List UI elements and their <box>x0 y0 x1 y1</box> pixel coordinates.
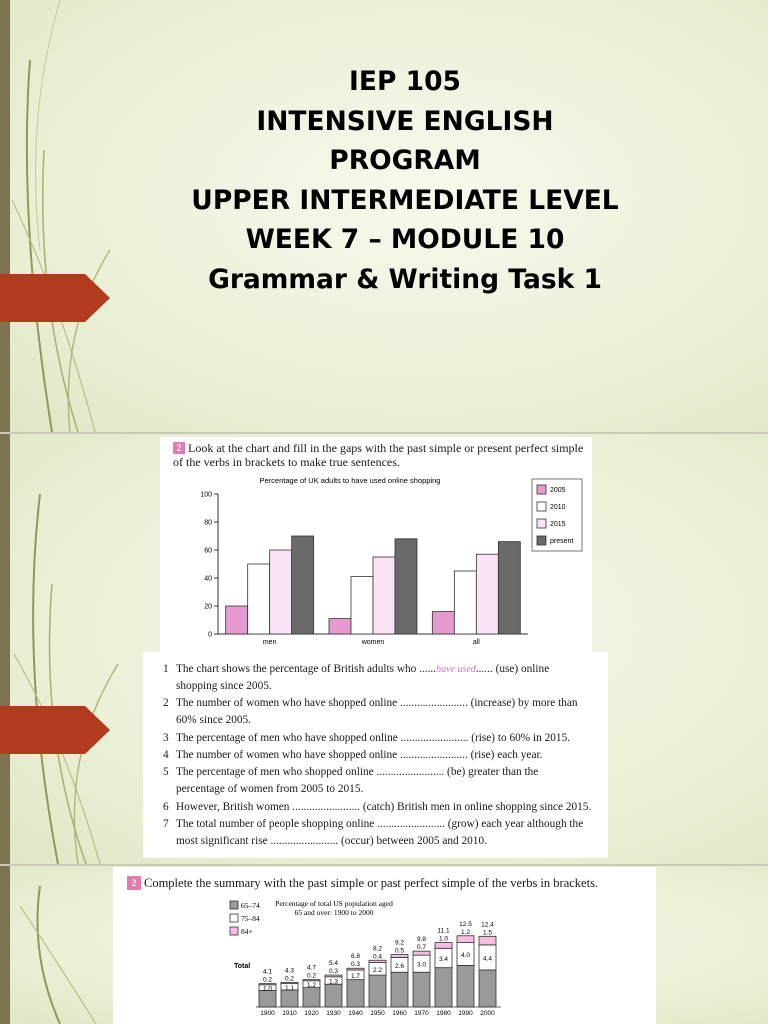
legend-label: 65–74 <box>241 901 260 910</box>
total-value-label: 12.4 <box>481 921 494 929</box>
bar-all-2015 <box>476 554 498 634</box>
x-tick-label: 1940 <box>348 1010 363 1017</box>
value-label-75-84: 1.2 <box>306 982 317 990</box>
item-number: 6 <box>163 801 169 813</box>
legend-swatch-present <box>537 536 546 545</box>
x-tick-label: 1930 <box>326 1010 341 1017</box>
value-label-84plus: 1.5 <box>482 929 493 937</box>
value-label-75-84: 1.3 <box>328 978 339 986</box>
slide-3 <box>0 866 768 1024</box>
slide-2 <box>0 434 768 864</box>
instruction-text: Look at the chart and fill in the gaps with the past simple or present perfect simple of the verbs in brackets to make true sentences. <box>173 441 584 469</box>
bar-1980-65–74 <box>435 968 452 1007</box>
x-tick-label: 1950 <box>370 1010 385 1017</box>
item-text <box>176 764 616 798</box>
slide-title <box>150 62 660 299</box>
y-tick-label: 80 <box>204 519 212 527</box>
y-tick-label: 20 <box>204 603 212 611</box>
y-tick-label: 100 <box>200 491 212 499</box>
value-label-75-84: 3.4 <box>438 955 449 963</box>
us-population-chart <box>113 867 656 1024</box>
red-arrow-marker <box>0 706 110 754</box>
item-number: 5 <box>163 766 169 778</box>
y-tick-label: 40 <box>204 575 212 583</box>
x-tick-label: 2000 <box>480 1010 495 1017</box>
value-label-75-84: 4.4 <box>482 955 493 963</box>
bar-1920-65–74 <box>303 988 320 1007</box>
item-text <box>176 730 616 747</box>
value-label-84plus: 1.2 <box>460 928 471 936</box>
slide-1 <box>0 0 768 432</box>
total-value-label: 9.2 <box>394 939 405 947</box>
bar-2000-84+ <box>479 936 496 945</box>
value-label-75-84: 1.0 <box>262 985 273 993</box>
title-line: PROGRAM <box>329 145 481 176</box>
item-text <box>176 799 616 816</box>
x-tick-label: 1990 <box>458 1010 473 1017</box>
exercise-chart-page <box>160 437 592 652</box>
value-label-75-84: 2.6 <box>394 962 405 970</box>
exercise-number: 2 <box>173 442 185 454</box>
value-label-84plus: 0.3 <box>328 968 339 976</box>
value-label-75-84: 3.0 <box>416 961 427 969</box>
exercise-item <box>163 816 623 850</box>
legend-swatch-65–74 <box>230 901 238 909</box>
bar-all-2010 <box>454 571 476 634</box>
bar-women-2015 <box>373 557 395 634</box>
bar-1940-65–74 <box>347 980 364 1007</box>
exercise-item <box>163 661 623 695</box>
value-label-84plus: 0.4 <box>372 953 383 961</box>
exercise-number: 2 <box>127 876 141 890</box>
item-line-1: The number of women who have shopped online ........................ (increase) by more than <box>176 697 578 709</box>
item-number: 2 <box>163 697 169 709</box>
legend-label: 84+ <box>241 927 253 936</box>
item-number: 7 <box>163 818 169 830</box>
bar-1970-84+ <box>413 951 430 955</box>
bar-1930-65–74 <box>325 984 342 1007</box>
exercise-item <box>163 747 623 764</box>
exercise-summary-page <box>113 867 656 1024</box>
chart-title: Percentage of UK adults to have used online shopping <box>259 476 441 485</box>
legend-swatch-75–84 <box>230 914 238 922</box>
item-text <box>176 695 616 729</box>
y-tick-label: 60 <box>204 547 212 555</box>
total-value-label: 4.3 <box>284 967 295 975</box>
item-line-2: shopping since 2005. <box>176 680 272 692</box>
chart-title-line: Percentage of total US population aged <box>275 899 393 908</box>
bar-women-present <box>395 539 417 634</box>
title-line: IEP 105 <box>349 66 461 97</box>
bar-1990-65–74 <box>457 965 474 1007</box>
legend-label: 75–84 <box>241 914 260 923</box>
title-line: Grammar & Writing Task 1 <box>208 263 602 295</box>
exercise-item <box>163 764 623 798</box>
bar-1900-65–74 <box>259 990 276 1007</box>
item-line-2: 60% since 2005. <box>176 714 251 726</box>
bar-1950-65–74 <box>369 975 386 1007</box>
item-line-1: The percentage of men who have shopped online ........................ (rise) to 60% in 2015. <box>176 732 571 744</box>
bar-1910-84+ <box>281 982 298 983</box>
bar-1960-84+ <box>391 955 408 958</box>
total-value-label: 4.1 <box>262 968 273 976</box>
total-label: Total <box>234 963 251 970</box>
value-label-84plus: 0.5 <box>394 947 405 955</box>
x-tick-label: women <box>361 639 385 646</box>
legend-swatch-2015 <box>537 519 546 528</box>
legend-label: present <box>550 538 574 545</box>
instruction-text: Complete the summary with the past simple or past perfect simple of the verbs in brackets. <box>144 876 599 890</box>
value-label-84plus: 0.2 <box>306 972 317 980</box>
x-tick-label: 1910 <box>282 1010 297 1017</box>
chart-title-line: 65 and over: 1900 to 2000 <box>294 908 374 917</box>
item-text <box>176 816 616 850</box>
bar-all-present <box>498 542 520 634</box>
legend-swatch-2010 <box>537 502 546 511</box>
item-number: 1 <box>163 663 169 675</box>
red-arrow-marker <box>0 274 110 322</box>
bar-1960-65–74 <box>391 972 408 1007</box>
value-label-84plus: 1.0 <box>438 935 449 943</box>
online-shopping-chart <box>160 437 592 652</box>
bar-1950-84+ <box>369 960 386 962</box>
bar-1980-84+ <box>435 943 452 949</box>
item-line-1-end: ...... (use) online <box>475 663 550 675</box>
item-number: 4 <box>163 749 169 761</box>
item-line-1: The percentage of men who shopped online ........................ (be) greater than the <box>176 766 539 778</box>
bar-1970-65–74 <box>413 972 430 1007</box>
x-tick-label: 1900 <box>260 1010 275 1017</box>
value-label-75-84: 4.0 <box>460 951 471 959</box>
bar-1920-84+ <box>303 980 320 981</box>
x-tick-label: 1980 <box>436 1010 451 1017</box>
bar-men-2005 <box>226 606 248 634</box>
bar-1910-65–74 <box>281 990 298 1007</box>
value-label-84plus: 0.2 <box>284 975 295 983</box>
item-text <box>176 747 616 764</box>
bar-women-2005 <box>329 619 351 634</box>
item-line-2: most significant rise ........................ (occur) between 2005 and 2010. <box>176 835 487 847</box>
bar-1990-84+ <box>457 936 474 943</box>
slide-left-bar <box>0 0 10 432</box>
bar-1900-84+ <box>259 984 276 985</box>
bar-1940-84+ <box>347 968 364 970</box>
total-value-label: 6.8 <box>350 953 361 961</box>
value-label-84plus: 0.2 <box>262 976 273 984</box>
bar-men-present <box>292 536 314 634</box>
item-line-1: The total number of people shopping online ........................ (grow) each year although the <box>176 818 584 830</box>
title-line: UPPER INTERMEDIATE LEVEL <box>191 184 619 216</box>
x-tick-label: men <box>262 639 277 646</box>
exercise-item <box>163 730 623 747</box>
total-value-label: 5.4 <box>328 960 339 968</box>
exercise-item <box>163 799 623 816</box>
value-label-84plus: 0.7 <box>416 944 427 952</box>
item-line-2: percentage of women from 2005 to 2015. <box>176 783 364 795</box>
slide-left-bar <box>0 866 10 1024</box>
exercise-sentences-page <box>143 652 608 858</box>
item-line-1: However, British women ........................ (catch) British men in online shopping since 2015. <box>176 801 592 813</box>
bar-men-2010 <box>248 564 270 634</box>
total-value-label: 11.1 <box>437 927 450 935</box>
handwritten-answer: have used <box>436 664 476 675</box>
total-value-label: 9.8 <box>416 936 427 944</box>
legend-swatch-84+ <box>230 927 238 935</box>
y-tick-label: 0 <box>208 631 212 639</box>
value-label-84plus: 0.3 <box>350 961 361 969</box>
item-number: 3 <box>163 732 169 744</box>
slide-left-bar <box>0 434 10 864</box>
bar-all-2005 <box>432 612 454 634</box>
total-value-label: 12.5 <box>459 920 472 928</box>
exercise-item <box>163 695 623 729</box>
legend-swatch-2005 <box>537 485 546 494</box>
legend-label: 2015 <box>550 521 566 528</box>
legend-label: 2010 <box>550 504 566 511</box>
bar-2000-65–74 <box>479 970 496 1007</box>
title-line: INTENSIVE ENGLISH <box>256 105 554 137</box>
item-text <box>176 661 616 695</box>
item-line-1: The number of women who have shopped online ........................ (rise) each year. <box>176 749 543 761</box>
x-tick-label: 1960 <box>392 1010 407 1017</box>
item-line-1: The chart shows the percentage of British adults who ...... <box>176 663 437 675</box>
bar-1930-84+ <box>325 975 342 977</box>
total-value-label: 8.2 <box>372 945 383 953</box>
title-line: WEEK 7 – MODULE 10 <box>245 224 565 255</box>
x-tick-label: 1970 <box>414 1010 429 1017</box>
bar-men-2015 <box>270 550 292 634</box>
legend-label: 2005 <box>550 487 566 494</box>
value-label-75-84: 1.1 <box>284 984 295 992</box>
x-tick-label: all <box>472 639 480 646</box>
value-label-75-84: 2.2 <box>372 966 383 974</box>
x-tick-label: 1920 <box>304 1010 319 1017</box>
value-label-75-84: 1.7 <box>350 972 361 980</box>
bar-women-2010 <box>351 577 373 634</box>
total-value-label: 4.7 <box>306 964 317 972</box>
